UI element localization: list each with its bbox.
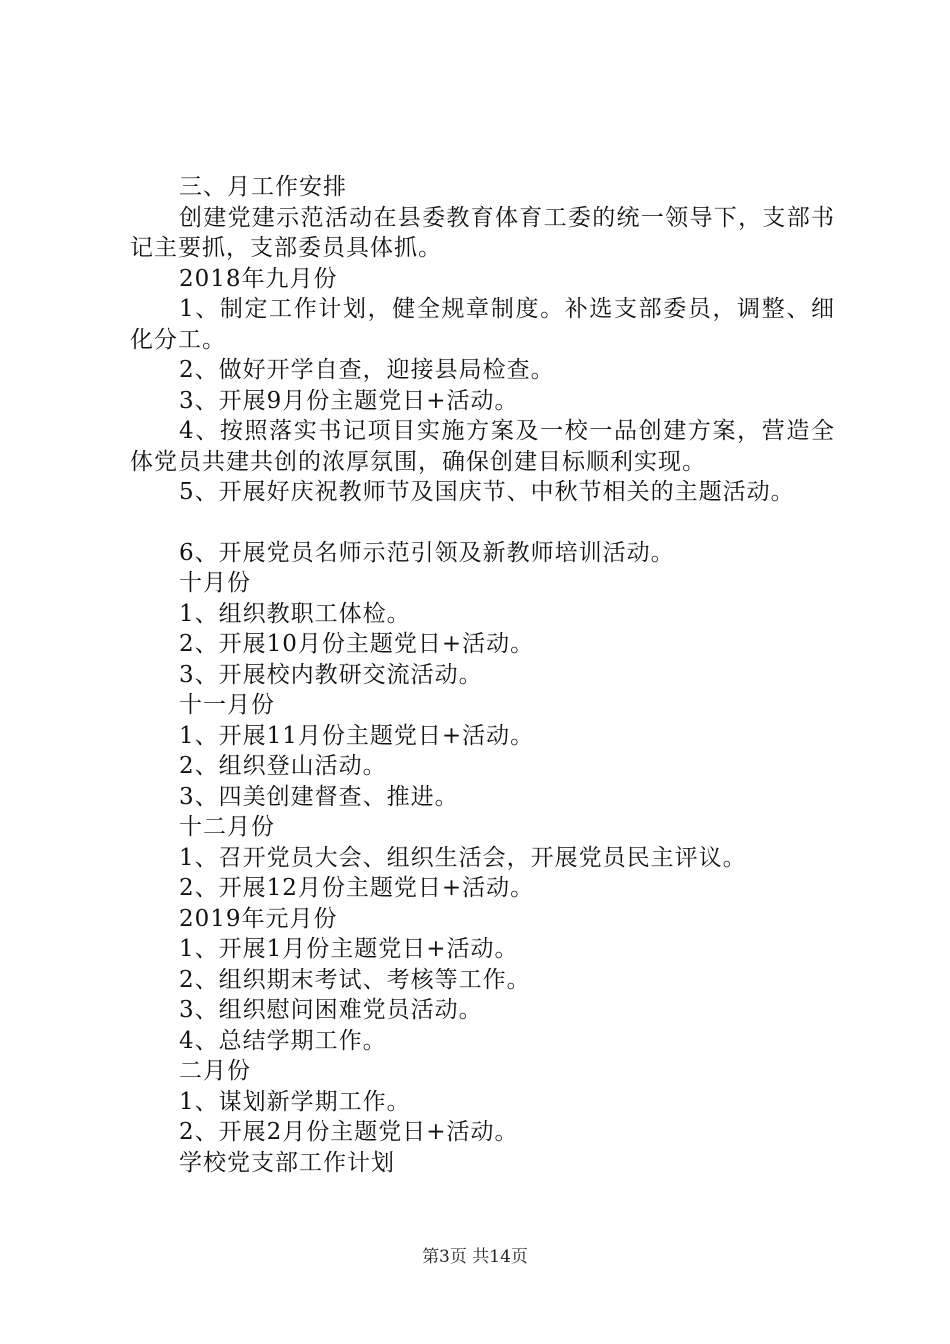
list-item: 2、组织登山活动。 (179, 753, 387, 779)
list-item: 4、总结学期工作。 (179, 1027, 387, 1054)
list-item: 1、开展1月份主题党日+活动。 (179, 936, 519, 962)
month-heading-nov: 十一月份 (179, 692, 275, 718)
list-item: 3、组织慰问困难党员活动。 (179, 997, 483, 1023)
intro-paragraph: 创建党建示范活动在县委教育体育工委的统一领导下，支部书记主要抓，支部委员具体抓。 (130, 204, 835, 261)
month-heading-feb: 二月份 (179, 1058, 251, 1084)
list-item: 6、开展党员名师示范引领及新教师培训活动。 (179, 539, 675, 566)
paragraph-gap (130, 508, 835, 538)
list-item: 2、组织期末考试、考核等工作。 (179, 966, 531, 993)
month-heading-oct: 十月份 (179, 570, 251, 596)
month-heading-jan: 2019年元月份 (179, 905, 338, 932)
list-item: 1、召开党员大会、组织生活会，开展党员民主评议。 (179, 844, 747, 871)
list-item: 2、做好开学自查，迎接县局检查。 (179, 357, 555, 383)
list-item: 3、开展校内教研交流活动。 (179, 661, 483, 688)
list-item: 1、谋划新学期工作。 (179, 1088, 411, 1115)
page-number: 第3页 共14页 (422, 1247, 528, 1267)
section-heading: 三、月工作安排 (179, 174, 347, 200)
month-heading-dec: 十二月份 (179, 814, 275, 840)
list-item: 2、开展2月份主题党日+活动。 (179, 1119, 519, 1145)
list-item: 1、制定工作计划，健全规章制度。补选支部委员，调整、细化分工。 (130, 296, 835, 353)
month-heading-sep: 2018年九月份 (179, 265, 338, 292)
document-body (130, 172, 835, 1178)
list-item: 3、开展9月份主题党日+活动。 (179, 387, 519, 414)
list-item: 4、按照落实书记项目实施方案及一校一品创建方案，营造全体党员共建共创的浓厚氛围，确保创建目标顺利实现。 (130, 418, 835, 475)
list-item: 5、开展好庆祝教师节及国庆节、中秋节相关的主题活动。 (179, 479, 795, 505)
list-item: 1、开展11月份主题党日+活动。 (179, 722, 535, 749)
list-item: 1、组织教职工体检。 (179, 600, 411, 627)
list-item: 2、开展10月份主题党日+活动。 (179, 631, 535, 657)
list-item: 2、开展12月份主题党日+活动。 (179, 875, 535, 901)
list-item: 3、四美创建督查、推进。 (179, 783, 459, 810)
closing-title: 学校党支部工作计划 (179, 1149, 395, 1176)
